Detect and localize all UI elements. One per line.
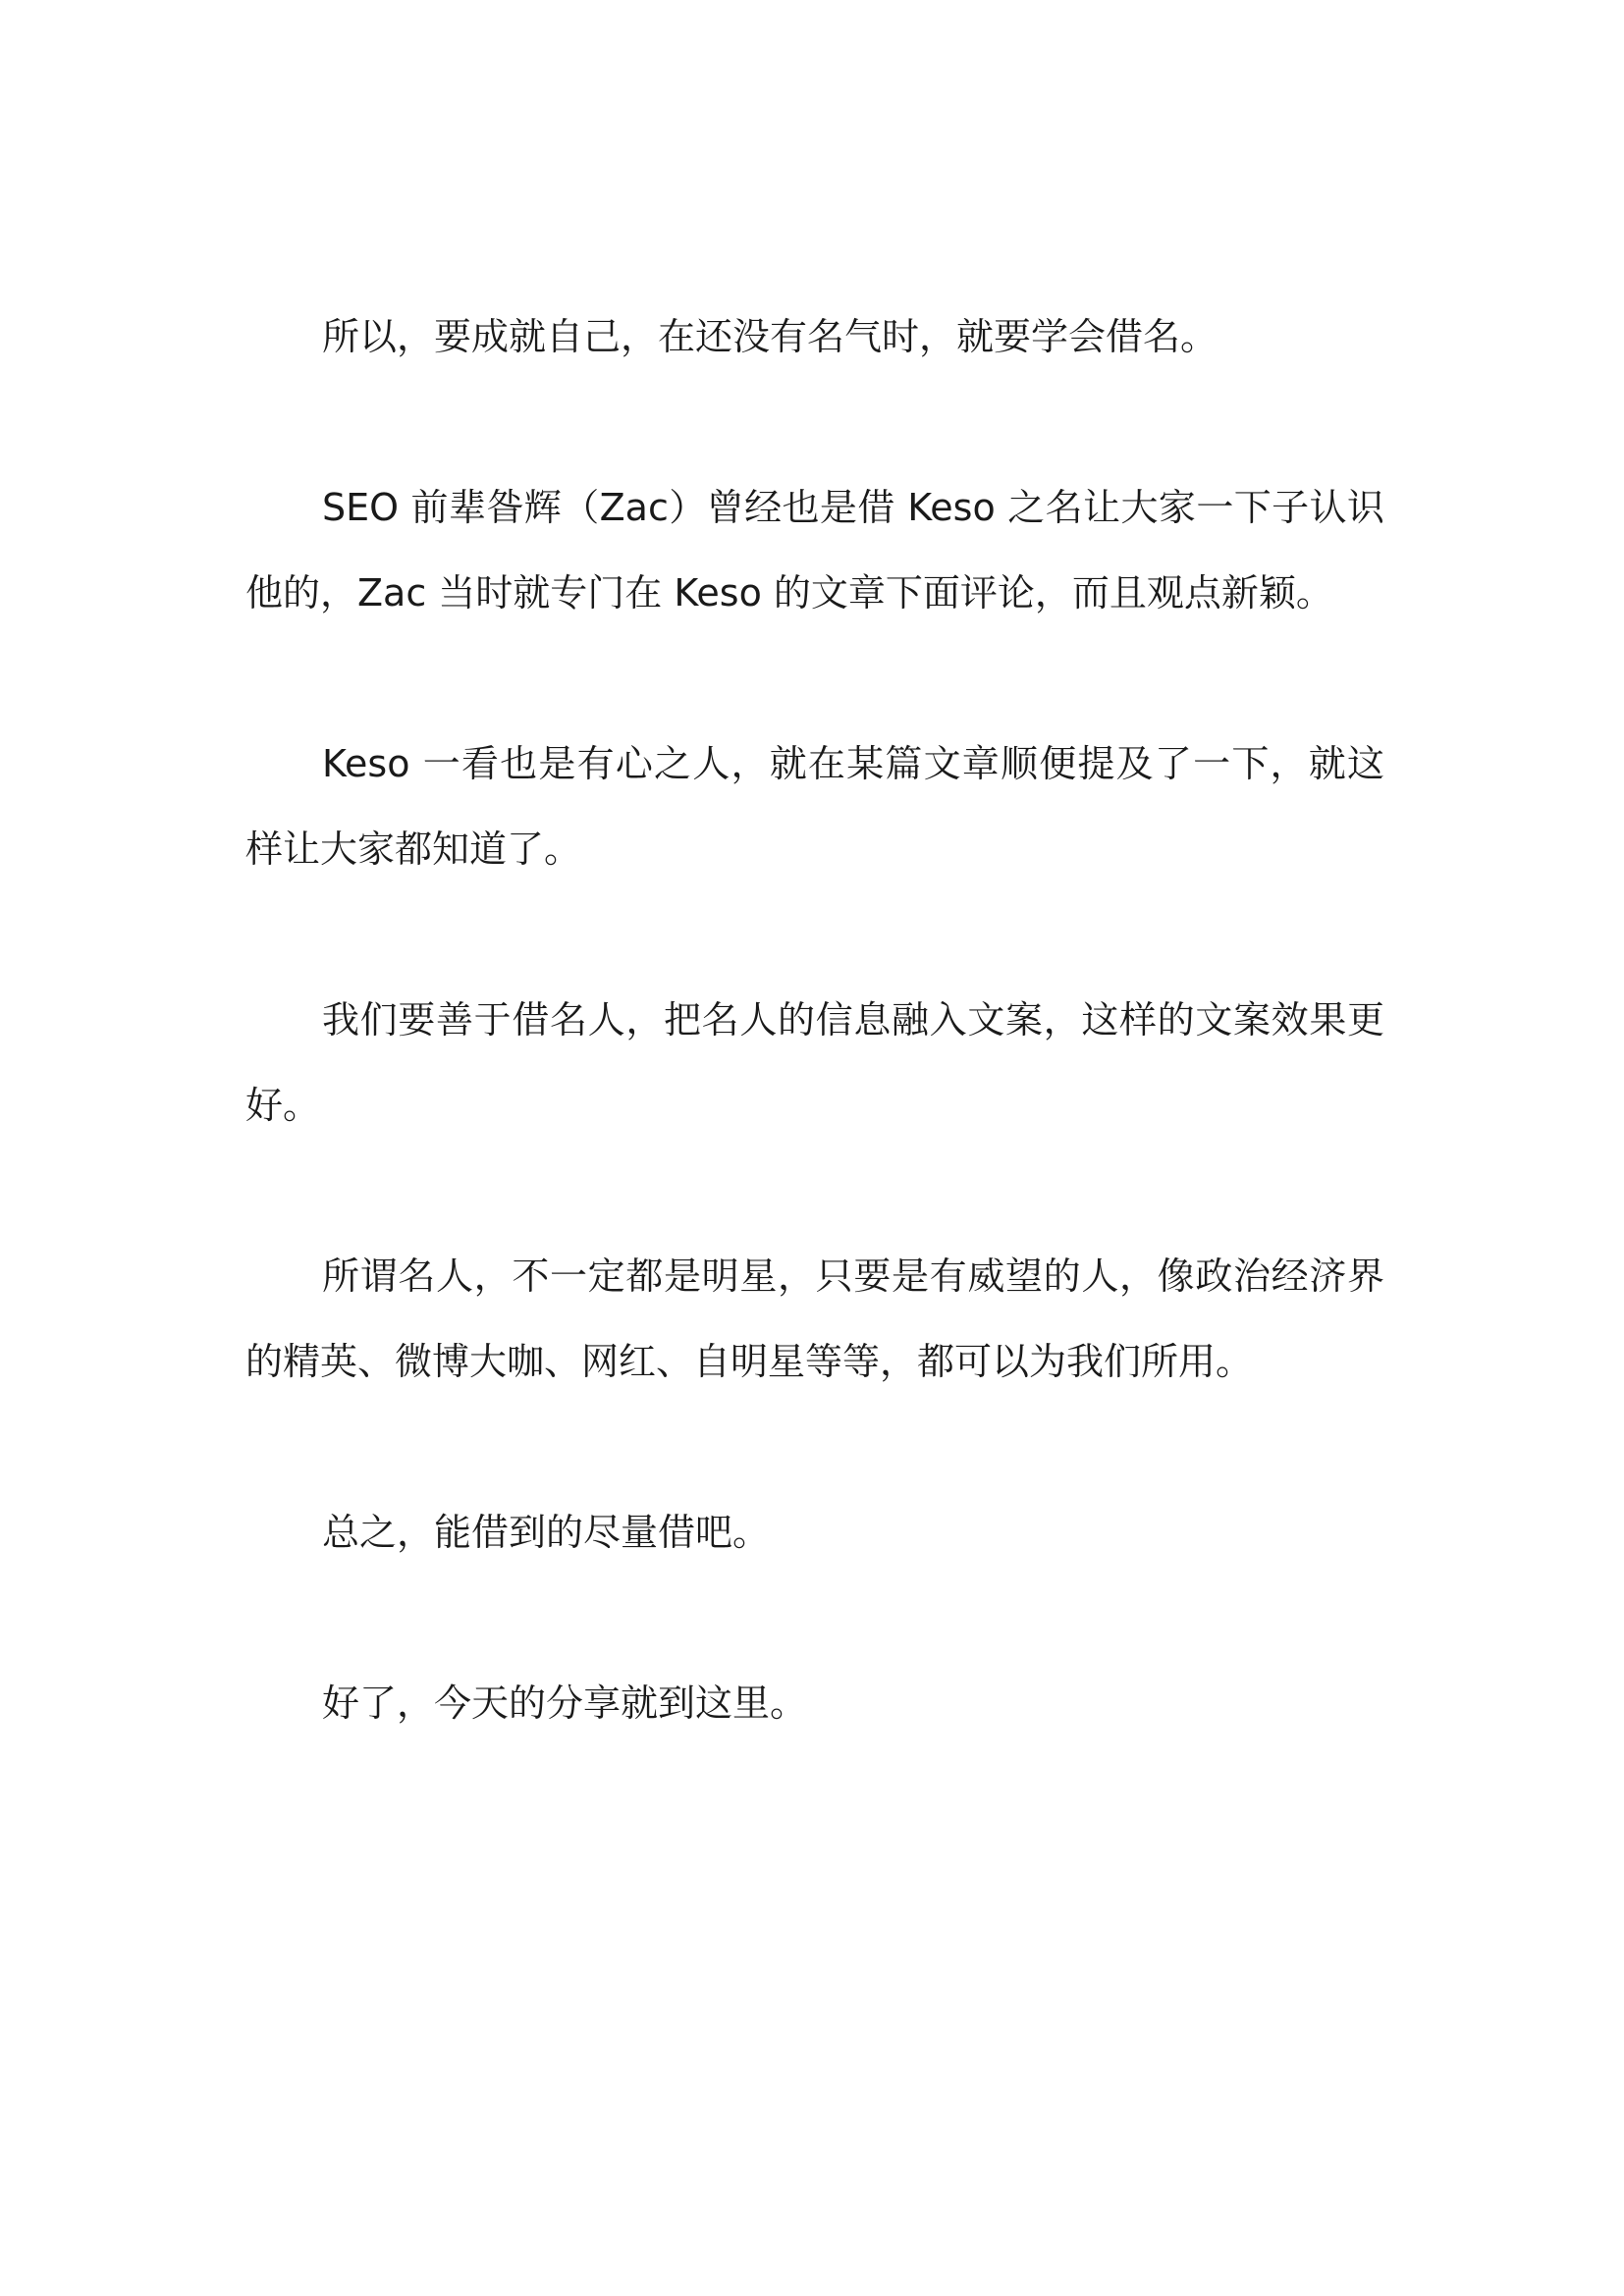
paragraph: 总之，能借到的尽量借吧。: [322, 1511, 771, 1554]
paragraph: SEO 前辈昝辉（Zac）曾经也是借 Keso 之名让大家一下子认识他的，Zac 当时就专门在 Keso 的文章下面评论，而且观点新颖。: [245, 486, 1384, 614]
document-body: [245, 294, 1384, 1832]
paragraph: 所以，要成就自己，在还没有名气时，就要学会借名。: [322, 315, 1218, 358]
paragraph: 好了，今天的分享就到这里。: [322, 1682, 808, 1725]
paragraph: 所谓名人，不一定都是明星，只要是有威望的人，像政治经济界的精英、微博大咖、网红、自明星等等，都可以为我们所用。: [245, 1255, 1384, 1383]
paragraph: 我们要善于借名人，把名人的信息融入文案，这样的文案效果更好。: [245, 998, 1384, 1127]
paragraph: Keso 一看也是有心之人，就在某篇文章顺便提及了一下，就这样让大家都知道了。: [245, 742, 1384, 871]
